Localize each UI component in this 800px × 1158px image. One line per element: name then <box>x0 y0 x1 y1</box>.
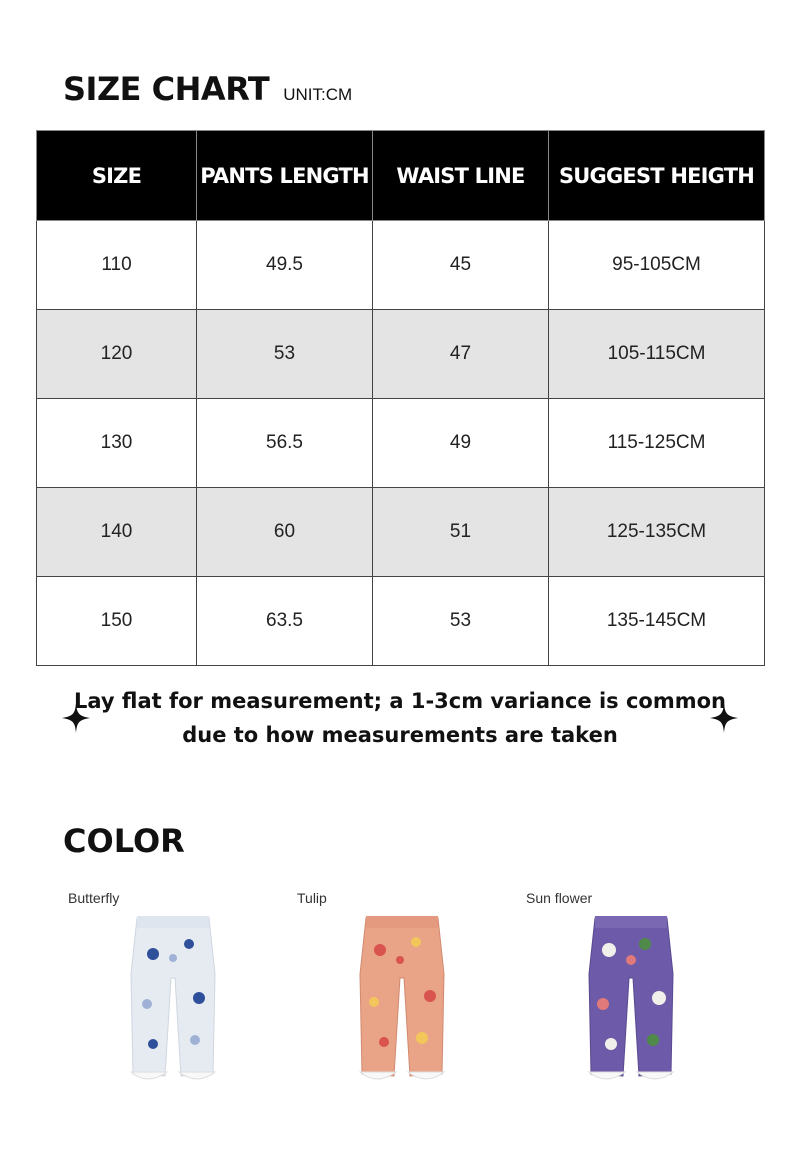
unit-label: UNIT:CM <box>283 85 353 104</box>
table-row <box>37 399 765 488</box>
measurement-note <box>0 684 800 752</box>
cell-size: 120 <box>37 310 197 399</box>
color-label: Sun flower <box>526 890 593 906</box>
color-option-tulip[interactable] <box>292 890 492 906</box>
cell-size: 110 <box>37 221 197 310</box>
pants-shape <box>131 916 215 1079</box>
table-row <box>37 577 765 666</box>
cell-suggest-height: 105-115CM <box>549 310 765 399</box>
pants-image <box>123 914 223 1094</box>
cell-pants-length: 60 <box>197 488 373 577</box>
size-table <box>36 130 765 666</box>
header-suggest-height: SUGGEST HEIGTH <box>549 131 765 221</box>
pants-shape <box>360 916 444 1079</box>
pants-shape <box>589 916 673 1079</box>
size-chart-title: SIZE CHART <box>63 70 270 108</box>
header-pants-length: PANTS LENGTH <box>197 131 373 221</box>
pants-image <box>352 914 452 1094</box>
header-waist-line: WAIST LINE <box>373 131 549 221</box>
cell-size: 140 <box>37 488 197 577</box>
cell-size: 150 <box>37 577 197 666</box>
size-chart-header <box>63 70 352 108</box>
cell-waist-line: 49 <box>373 399 549 488</box>
cell-suggest-height: 135-145CM <box>549 577 765 666</box>
note-line-2: due to how measurements are taken <box>182 723 618 747</box>
color-section-title: COLOR <box>63 822 185 860</box>
cell-pants-length: 53 <box>197 310 373 399</box>
color-label: Tulip <box>297 890 327 906</box>
table-row <box>37 221 765 310</box>
pants-image <box>581 914 681 1094</box>
cell-suggest-height: 115-125CM <box>549 399 765 488</box>
table-header-row <box>37 131 765 221</box>
sparkle-icon <box>710 703 738 733</box>
cell-waist-line: 45 <box>373 221 549 310</box>
table-row <box>37 488 765 577</box>
cell-suggest-height: 125-135CM <box>549 488 765 577</box>
cell-waist-line: 51 <box>373 488 549 577</box>
cell-size: 130 <box>37 399 197 488</box>
cell-waist-line: 53 <box>373 577 549 666</box>
cell-waist-line: 47 <box>373 310 549 399</box>
color-option-butterfly[interactable] <box>63 890 263 906</box>
header-size: SIZE <box>37 131 197 221</box>
cell-pants-length: 56.5 <box>197 399 373 488</box>
cell-pants-length: 63.5 <box>197 577 373 666</box>
color-option-sun-flower[interactable] <box>521 890 721 906</box>
note-line-1: Lay flat for measurement; a 1-3cm variance is common <box>73 689 726 713</box>
cell-suggest-height: 95-105CM <box>549 221 765 310</box>
cell-pants-length: 49.5 <box>197 221 373 310</box>
color-label: Butterfly <box>68 890 120 906</box>
table-row <box>37 310 765 399</box>
